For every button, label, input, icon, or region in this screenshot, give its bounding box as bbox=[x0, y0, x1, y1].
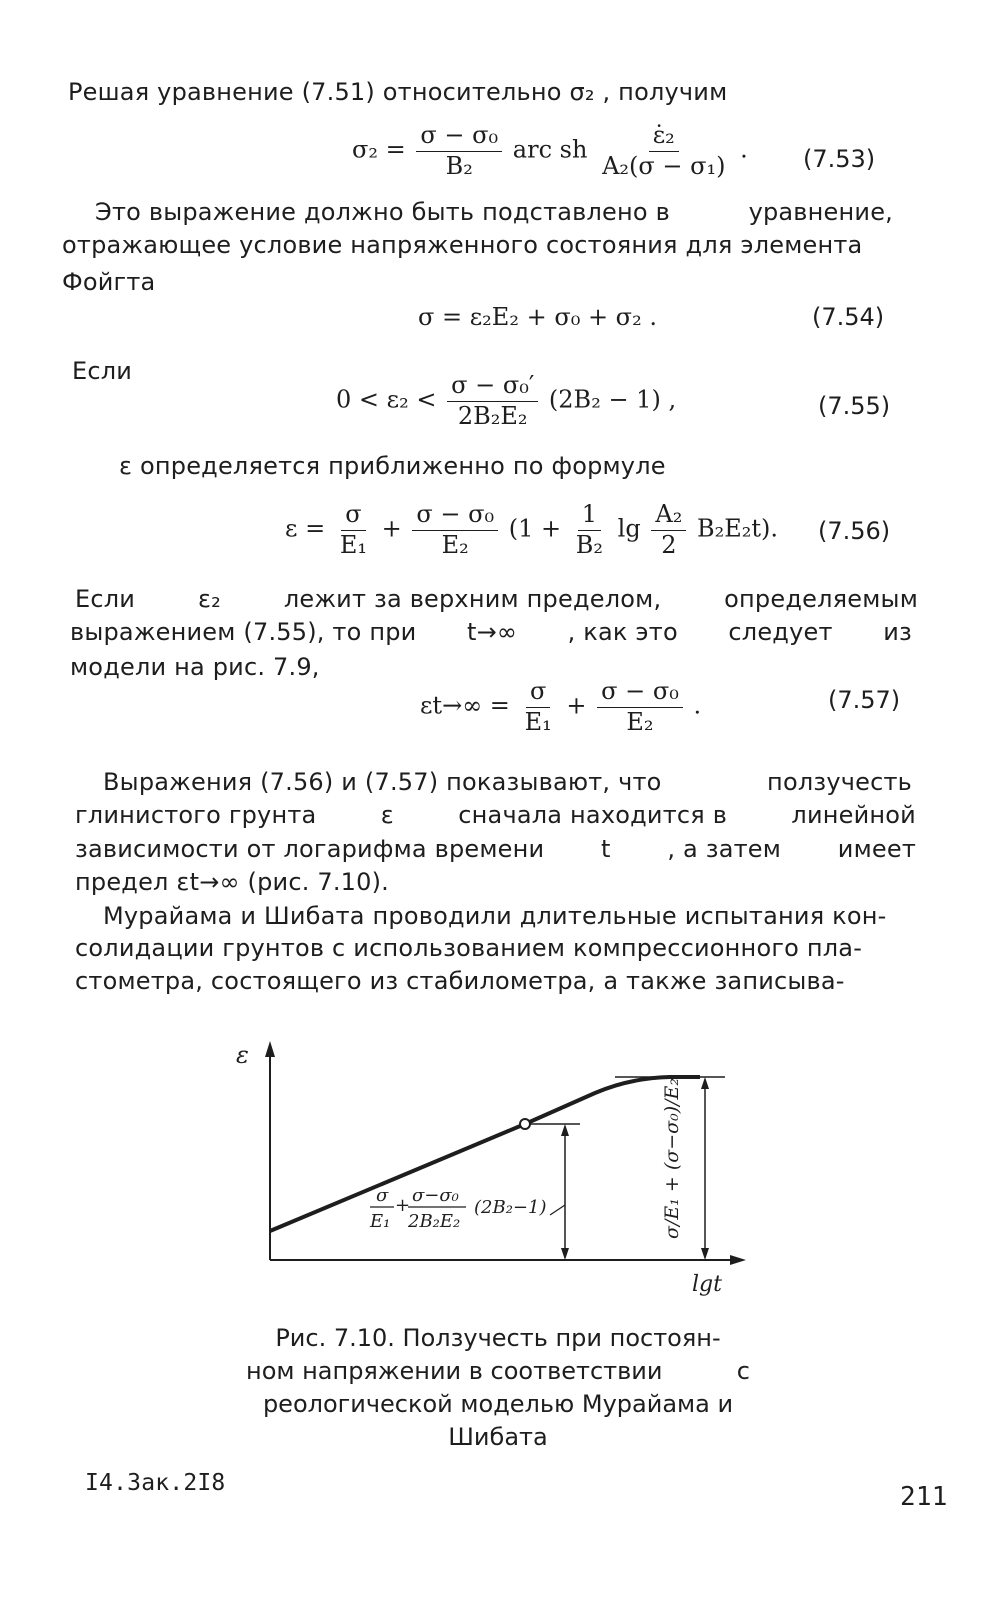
paragraph-3: ε определяется приближенно по формуле bbox=[119, 452, 666, 480]
left-annotation bbox=[369, 1185, 546, 1232]
equation-7-55: 0 < ε₂ < $\frac{\text{σ − σ₀′}}{\text{2B₂E₂}}$ (2B₂ − 1) , bbox=[336, 371, 677, 430]
left-annotation-leader bbox=[550, 1205, 565, 1215]
equation-number-7-55: (7.55) bbox=[818, 392, 891, 420]
eq53-lhs: σ₂ = bbox=[352, 135, 406, 164]
x-axis-arrow bbox=[730, 1255, 746, 1265]
paragraph-5-line-4: предел εt→∞ (рис. 7.10). bbox=[75, 868, 390, 896]
y-axis-arrow bbox=[265, 1041, 275, 1057]
caption-line-3: реологической моделью Мурайама и bbox=[262, 1390, 734, 1418]
figure-creep-plot bbox=[230, 1035, 760, 1300]
svg-text:2B₂E₂: 2B₂E₂ bbox=[408, 1211, 461, 1232]
paragraph-4-line-3: модели на рис. 7.9, bbox=[70, 653, 320, 681]
eq53-fraction-1: $\frac{\text{σ − σ₀}}{\text{B₂}}$ bbox=[416, 122, 502, 180]
paragraph-4-line-2: выражением (7.55), то при t→∞ , как это следует из bbox=[70, 618, 912, 646]
caption-line-1: Рис. 7.10. Ползучесть при постоян- bbox=[275, 1324, 721, 1352]
svg-text:(2B₂−1): (2B₂−1) bbox=[474, 1197, 547, 1218]
y-axis-label: ε bbox=[236, 1041, 249, 1069]
caption-line-2: ном напряжении в соответствии с bbox=[246, 1357, 750, 1385]
svg-text:E₁: E₁ bbox=[370, 1211, 391, 1232]
equation-7-56: ε = $\frac{\sigma}{\text{E₁}}$ + $\frac{\text{σ − σ₀}}{\text{E₂}}$ (1 + $\frac{1}{\text{B₂}}$ lg $\frac{\text{A₂}}{2}$ B₂E₂t). bbox=[285, 500, 778, 559]
paragraph-2-line-2: отражающее условие напряженного состояния для элемента bbox=[62, 231, 863, 259]
figure-caption bbox=[238, 1322, 758, 1454]
paragraph-6-line-2: солидации грунтов с использованием компрессионного пла- bbox=[75, 934, 863, 962]
equation-7-53: σ₂ = $\frac{\text{σ − σ₀}}{\text{B₂}}$ arc sh $\frac{\text{ε̇₂}}{\text{A₂(σ − σ₁)}}$ . bbox=[352, 121, 748, 180]
paragraph-4-line-1: Если ε₂ лежит за верхним пределом, определяемым bbox=[75, 585, 918, 613]
eq53-fraction-2: $\frac{\text{ε̇₂}}{\text{A₂(σ − σ₁)}}$ bbox=[602, 121, 726, 180]
paragraph-6-line-3: стометра, состоящего из стабилометра, а также записыва- bbox=[75, 967, 845, 995]
curve-marker bbox=[520, 1119, 530, 1129]
paragraph-5-line-2: глинистого грунта ε сначала находится в линейной bbox=[75, 801, 916, 829]
paragraph-1-text: Решая уравнение (7.51) относительно σ₂ , получим bbox=[68, 78, 728, 106]
page-number: 211 bbox=[900, 1482, 948, 1512]
paragraph-5-line-1: Выражения (7.56) и (7.57) показывают, что ползучесть bbox=[103, 768, 912, 796]
svg-text:σ: σ bbox=[376, 1185, 389, 1206]
equation-number-7-54: (7.54) bbox=[812, 303, 885, 331]
equation-7-54: σ = ε₂E₂ + σ₀ + σ₂ . bbox=[418, 303, 657, 331]
svg-text:+: + bbox=[395, 1195, 411, 1216]
equation-number-7-53: (7.53) bbox=[803, 145, 876, 173]
paragraph-2-line-1: Это выражение должно быть подставлено в уравнение, bbox=[95, 198, 893, 226]
paragraph-5-line-3: зависимости от логарифма времени t , а затем имеет bbox=[75, 835, 916, 863]
eq55-fraction: $\frac{\text{σ − σ₀′}}{\text{2B₂E₂}}$ bbox=[447, 372, 538, 430]
footer-signature: I4.Зак.2I8 bbox=[85, 1470, 226, 1496]
caption-line-4: Шибата bbox=[448, 1423, 548, 1451]
paragraph-2-line-3: Фойгта bbox=[62, 268, 156, 296]
paragraph-1 bbox=[68, 78, 727, 106]
right-annotation: σ/E₁ + (σ−σ₀)/E₂ bbox=[661, 1077, 683, 1239]
x-axis-label: lgt bbox=[692, 1272, 722, 1297]
equation-number-7-57: (7.57) bbox=[828, 686, 901, 714]
equation-number-7-56: (7.56) bbox=[818, 517, 891, 545]
equation-7-57: εt→∞ = $\frac{\sigma}{\text{E₁}}$ + $\frac{\text{σ − σ₀}}{\text{E₂}}$ . bbox=[420, 677, 702, 736]
svg-text:σ−σ₀: σ−σ₀ bbox=[412, 1185, 459, 1206]
eq53-function: arc sh bbox=[512, 135, 588, 164]
esli-word-1: Если bbox=[72, 357, 133, 385]
paragraph-6-line-1: Мурайама и Шибата проводили длительные испытания кон- bbox=[103, 902, 887, 930]
